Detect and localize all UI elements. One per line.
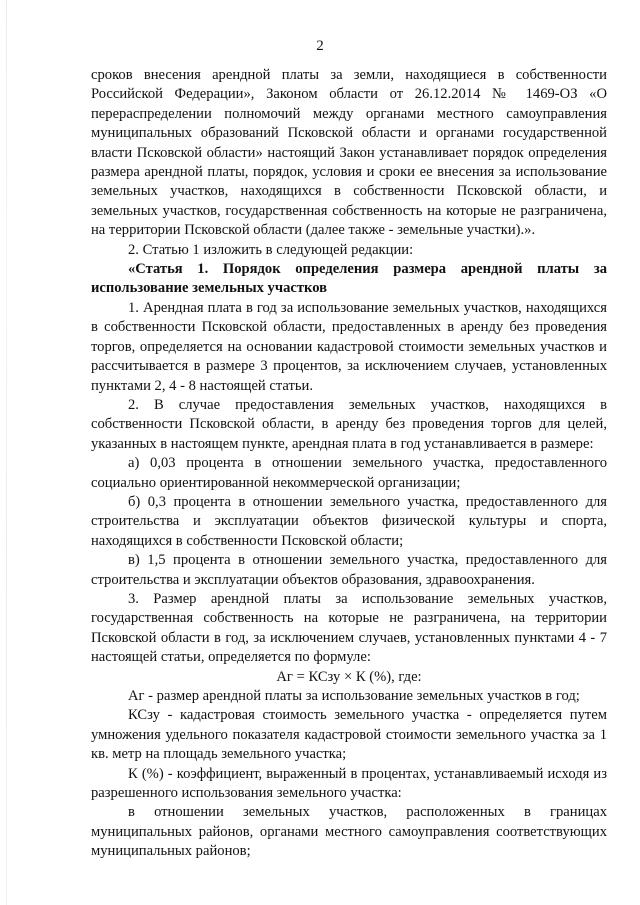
paragraph-subpoint-a: а) 0,03 процента в отношении земельного участка, предоставленного социально ориентированной некоммерческой организации; [91, 455, 607, 491]
formula-def-kszu: КСзу - кадастровая стоимость земельного участка - определяется путем умножения удельного показателя кадастровой стоимости земельного участка за 1 кв. метр на площадь земельного участка; [91, 707, 607, 763]
scan-edge-artifact [6, 0, 7, 905]
document-body [91, 66, 607, 862]
paragraph-intro-continuation: сроков внесения арендной платы за земли, находящиеся в собственности Российской Федерации», Законом области от 26.12.2014 № 1469-ОЗ «О перераспределении полномочий между органами местного самоуправления муниципальных образований Псковской области и органами государственной власти Псковской области» настоящий Закон устанавливает порядок определения размера арендной платы, порядок, условия и сроки ее внесения за использование земельных участков, находящихся в собственности Псковской области, и земельных участков, государственная собственность на которые не разграничена, на территории Псковской области (далее также - земельные участки).». [91, 67, 607, 239]
formula-def-ag: Аг - размер арендной платы за использование земельных участков в год; [128, 688, 580, 704]
article-1-heading: «Статья 1. Порядок определения размера арендной платы за использование земельных участков [91, 261, 607, 297]
formula: Аг = КСзу × К (%), где: [276, 668, 422, 685]
paragraph-point-2: 2. В случае предоставления земельных участков, находящихся в собственности Псковской области, в аренду без проведения торгов для целей, указанных в настоящем пункте, арендная плата в год устанавливается в размере: [91, 396, 607, 452]
paragraph-municipal-districts: в отношении земельных участков, расположенных в границах муниципальных районов, органами местного самоуправления соответствующих муниципальных районов; [91, 804, 607, 860]
paragraph-subpoint-b: б) 0,3 процента в отношении земельного участка, предоставленного для строительства и эксплуатации объектов физической культуры и спорта, находящихся в собственности Псковской области; [91, 493, 607, 549]
paragraph-point-1: 1. Арендная плата в год за использование земельных участков, находящихся в собственности Псковской области, предоставленных в аренду без проведения торгов, определяется на основании кадастровой стоимости земельных участков и рассчитывается в размере 3 процентов, за исключением случаев, установленных пунктами 2, 4 - 8 настоящей статьи. [91, 299, 607, 394]
page-number: 2 [316, 38, 324, 54]
paragraph-item-2-instruction: 2. Статью 1 изложить в следующей редакции: [128, 241, 414, 258]
formula-def-k: К (%) - коэффициент, выраженный в процентах, устанавливаемый исходя из разрешенного использования земельного участка: [91, 765, 607, 802]
paragraph-point-3: 3. Размер арендной платы за использование земельных участков, государственная собственность на которые не разграничена, на территории Псковской области в год, за исключением случаев, установленных пунктами 4 - 7 настоящей статьи, определяется по формуле: [91, 590, 607, 666]
paragraph-subpoint-v: в) 1,5 процента в отношении земельного участка, предоставленного для строительства и эксплуатации объектов образования, здравоохранения. [91, 552, 607, 588]
